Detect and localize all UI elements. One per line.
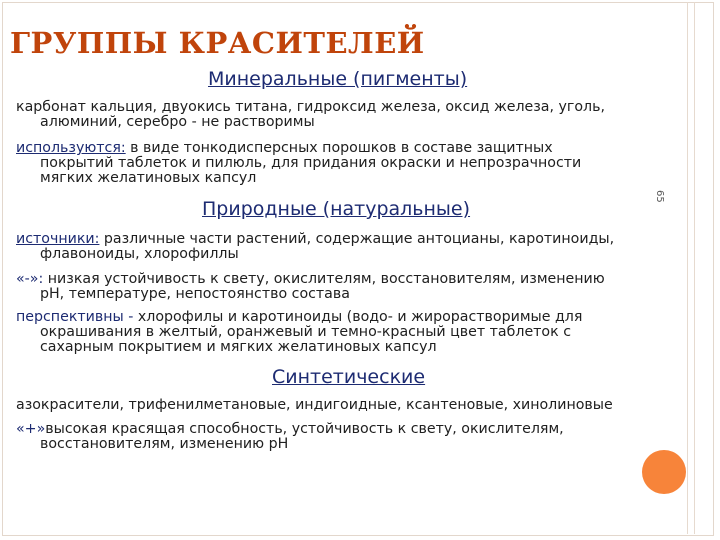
mineral-use-line-2: покрытий таблеток и пилюль, для придания окраски и непрозрачности xyxy=(40,155,582,171)
heading-natural: Природные (натуральные) xyxy=(202,198,471,220)
mineral-use-label: используются: xyxy=(16,140,126,156)
synthetic-pros-line-2: восстановителям, изменению рН xyxy=(40,436,289,452)
mineral-list-line-2: алюминий, серебро - не растворимы xyxy=(40,114,315,130)
natural-prospective-label: перспективны - xyxy=(16,309,134,325)
synthetic-pros-line-1: высокая красящая способность, устойчивость к свету, окислителям, xyxy=(45,421,564,437)
heading-synthetic: Синтетические xyxy=(272,366,426,388)
heading-mineral: Минеральные (пигменты) xyxy=(208,68,468,90)
natural-cons-line-1: низкая устойчивость к свету, окислителям, восстановителям, изменению xyxy=(43,271,605,287)
synthetic-pros xyxy=(16,422,564,452)
mineral-list-line-1: карбонат кальция, двуокись титана, гидроксид железа, оксид железа, уголь, xyxy=(16,99,605,115)
natural-prospective-line-2: окрашивания в желтый, оранжевый и темно-красный цвет таблеток с xyxy=(40,324,571,340)
natural-cons xyxy=(16,272,605,302)
natural-cons-label: «-»: xyxy=(16,271,44,287)
natural-sources-label: источники: xyxy=(16,231,100,247)
mineral-use-line-3: мягких желатиновых капсул xyxy=(40,170,257,186)
natural-prospective-line-1: хлорофилы и каротиноиды (водо- и жирорастворимые для xyxy=(133,309,583,325)
natural-sources-line-2: флавоноиды, хлорофиллы xyxy=(40,246,239,262)
mineral-use xyxy=(16,141,581,186)
slide-title: ГРУППЫ КРАСИТЕЛЕЙ xyxy=(10,26,425,60)
slide-side-rule xyxy=(687,2,695,534)
natural-prospective-line-3: сахарным покрытием и мягких желатиновых капсул xyxy=(40,339,437,355)
natural-prospective xyxy=(16,310,582,355)
synthetic-list-line: азокрасители, трифенилметановые, индигоидные, ксантеновые, хинолиновые xyxy=(16,397,613,413)
natural-cons-line-2: рН, температуре, непостоянство состава xyxy=(40,286,350,302)
mineral-list xyxy=(16,100,605,130)
natural-sources xyxy=(16,232,614,262)
synthetic-list xyxy=(16,398,613,413)
mineral-use-line-1: в виде тонкодисперсных порошков в составе защитных xyxy=(125,140,553,156)
slide-number: 65 xyxy=(654,190,665,203)
synthetic-pros-label: «+» xyxy=(16,421,46,437)
natural-sources-line-1: различные части растений, содержащие антоцианы, каротиноиды, xyxy=(99,231,615,247)
decorative-circle xyxy=(642,450,686,494)
